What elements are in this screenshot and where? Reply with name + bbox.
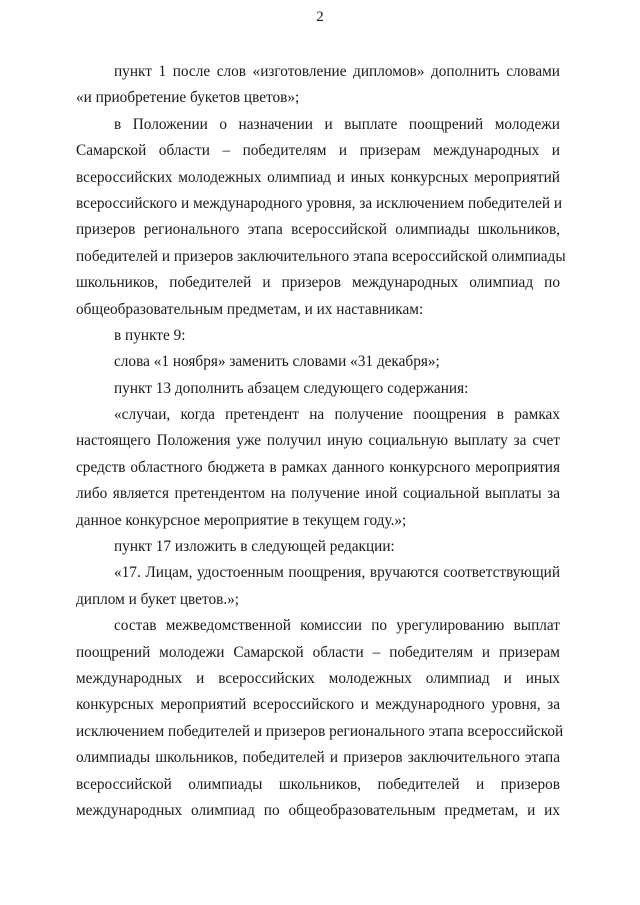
text-line: призеров регионального этапа всероссийской олимпиады школьников, — [76, 221, 560, 239]
text-line: исключением победителей и призеров регионального этапа всероссийской — [76, 722, 564, 740]
text-line: всероссийского и международного уровня, за исключением победителей и — [76, 194, 563, 212]
text-line: пункт 17 изложить в следующей редакции: — [114, 538, 395, 556]
text-line: слова «1 ноября» заменить словами «31 декабря»; — [114, 353, 440, 371]
text-line: международных олимпиад по общеобразовательным предметам, и их — [76, 801, 560, 819]
text-line: школьников, победителей и призеров международных олимпиад по — [76, 274, 560, 292]
text-line: либо является претендентом на получение иной социальной выплаты за — [76, 485, 560, 503]
text-line: всероссийской олимпиады школьников, победителей и призеров — [76, 775, 560, 793]
text-line: в Положении о назначении и выплате поощрений молодежи — [114, 115, 560, 133]
text-line: диплом и букет цветов.»; — [76, 590, 240, 608]
text-line: всероссийских молодежных олимпиад и иных конкурсных мероприятий — [76, 168, 560, 186]
text-line: «и приобретение букетов цветов»; — [76, 89, 300, 107]
text-line: международных и всероссийских молодежных олимпиад и иных — [76, 669, 560, 687]
text-line: средств областного бюджета в рамках данного конкурсного мероприятия — [76, 458, 560, 476]
text-line: настоящего Положения уже получил иную социальную выплату за счет — [76, 432, 560, 450]
text-line: конкурсных мероприятий всероссийского и международного уровня, за — [76, 696, 560, 714]
text-line: поощрений молодежи Самарской области – победителям и призерам — [76, 643, 560, 661]
text-line: олимпиады школьников, победителей и призеров заключительного этапа — [76, 749, 560, 767]
text-line: состав межведомственной комиссии по урегулированию выплат — [114, 617, 560, 635]
text-line: победителей и призеров заключительного этапа всероссийской олимпиады — [76, 247, 566, 265]
text-line: пункт 1 после слов «изготовление дипломов» дополнить словами — [114, 63, 560, 80]
text-line: Самарской области – победителям и призерам международных и — [76, 142, 560, 160]
page-number: 2 — [316, 9, 324, 25]
text-line: «случаи, когда претендент на получение поощрения в рамках — [114, 406, 560, 424]
text-line: «17. Лицам, удостоенным поощрения, вручаются соответствующий — [114, 564, 560, 582]
document-body — [76, 59, 566, 824]
text-line: общеобразовательным предметам, и их наставникам: — [76, 300, 424, 318]
text-line: в пункте 9: — [114, 326, 186, 344]
text-line: пункт 13 дополнить абзацем следующего содержания: — [114, 379, 469, 397]
text-line: данное конкурсное мероприятие в текущем году.»; — [76, 511, 407, 529]
